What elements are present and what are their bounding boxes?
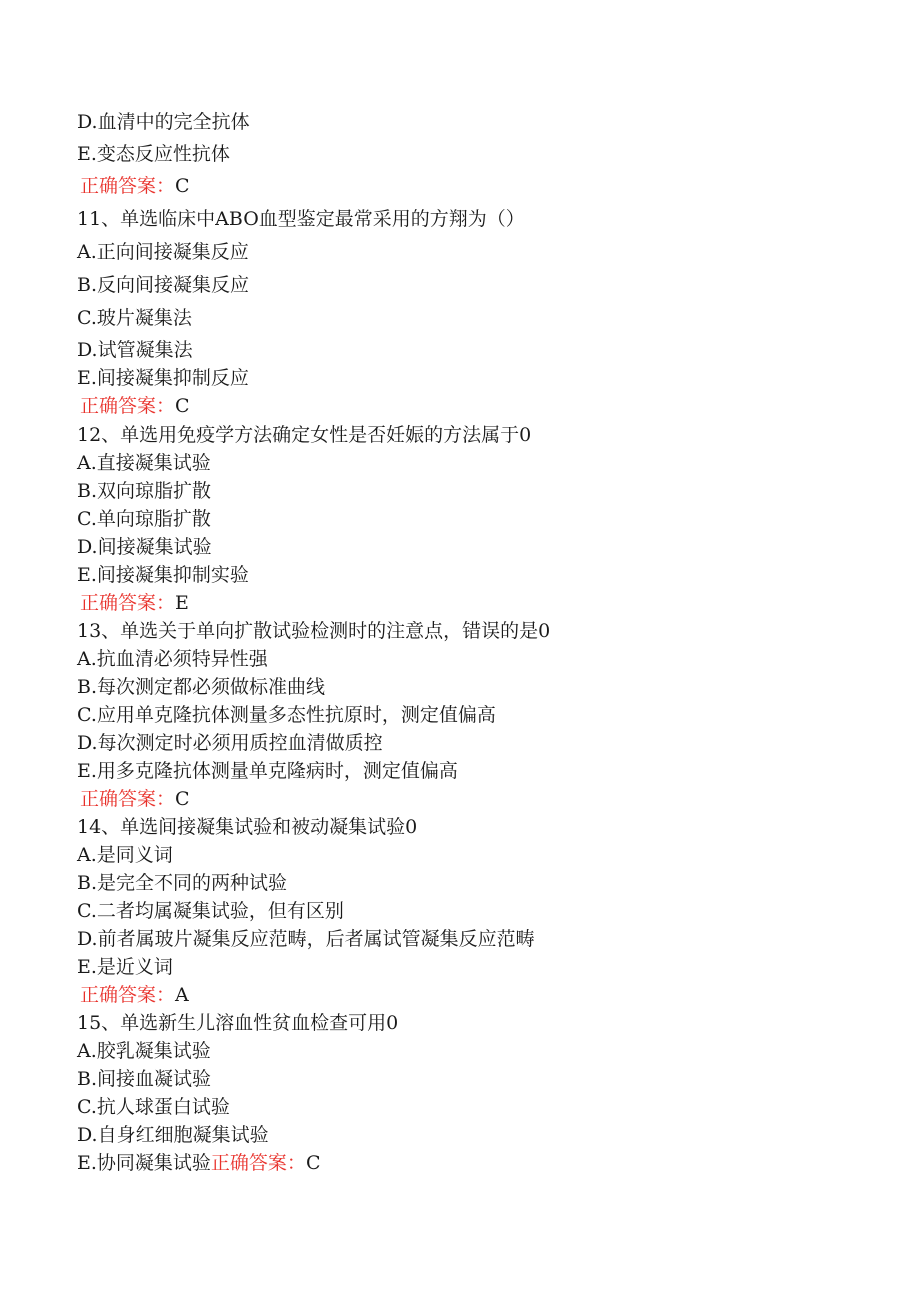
- answer-value: C: [175, 788, 190, 810]
- q11-option-e: E.间接凝集抑制反应: [77, 367, 249, 389]
- q12-option-b: B.双向琼脂扩散: [77, 480, 212, 502]
- q15-option-a: A.胶乳凝集试验: [77, 1040, 211, 1062]
- answer-value: E: [175, 592, 189, 614]
- q12-option-a: A.直接凝集试验: [77, 452, 211, 474]
- q10-option-d: D.血清中的完全抗体: [77, 111, 250, 133]
- q14-question: 14、单选间接凝集试验和被动凝集试验0: [77, 816, 418, 838]
- q15-option-e: E.协同凝集试验: [77, 1152, 211, 1174]
- q11-option-c: C.玻片凝集法: [77, 307, 192, 329]
- answer-value: C: [175, 395, 190, 417]
- q13-option-d: D.每次测定时必须用质控血清做质控: [77, 732, 383, 754]
- q11-answer: [80, 394, 190, 418]
- answer-value: A: [175, 984, 189, 1006]
- q14-answer: [80, 983, 189, 1007]
- q13-answer: [80, 787, 190, 811]
- q13-option-e: E.用多克隆抗体测量单克隆病时，测定值偏高: [77, 760, 458, 782]
- q13-option-a: A.抗血清必须特异性强: [77, 648, 268, 670]
- q12-question: 12、单选用免疫学方法确定女性是否妊娠的方法属于0: [77, 424, 532, 446]
- answer-label: 正确答案：: [80, 395, 176, 417]
- q15-question: 15、单选新生儿溶血性贫血检查可用0: [77, 1012, 399, 1034]
- q11-option-a: A.正向间接凝集反应: [77, 241, 249, 263]
- answer-value: C: [305, 1152, 321, 1174]
- q12-answer: [80, 591, 189, 615]
- q11-question: 11、单选临床中ABO血型鉴定最常采用的方翔为（）: [77, 208, 525, 230]
- q15-option-d: D.自身红细胞凝集试验: [77, 1124, 269, 1146]
- q14-option-e: E.是近义词: [77, 956, 173, 978]
- q13-question: 13、单选关于单向扩散试验检测时的注意点，错误的是0: [77, 620, 551, 642]
- answer-label: 正确答案：: [80, 592, 176, 614]
- q11-option-b: B.反向间接凝集反应: [77, 274, 250, 296]
- q10-option-e: E.变态反应性抗体: [77, 143, 230, 165]
- q10-answer: [80, 174, 190, 198]
- q12-option-d: D.间接凝集试验: [77, 536, 212, 558]
- answer-label: 正确答案：: [80, 984, 176, 1006]
- answer-label: 正确答案：: [80, 175, 176, 197]
- q12-option-e: E.间接凝集抑制实验: [77, 564, 249, 586]
- answer-label: 正确答案：: [80, 788, 176, 810]
- q14-option-b: B.是完全不同的两种试验: [77, 872, 288, 894]
- q13-option-b: B.每次测定都必须做标准曲线: [77, 676, 326, 698]
- q11-option-d: D.试管凝集法: [77, 339, 193, 361]
- answer-label: 正确答案：: [210, 1152, 306, 1174]
- q13-option-c: C.应用单克隆抗体测量多态性抗原时，测定值偏高: [77, 704, 496, 726]
- q14-option-d: D.前者属玻片凝集反应范畴，后者属试管凝集反应范畴: [77, 928, 535, 950]
- q14-option-c: C.二者均属凝集试验，但有区别: [77, 900, 344, 922]
- q12-option-c: C.单向琼脂扩散: [77, 508, 211, 530]
- answer-value: C: [175, 175, 190, 197]
- q15-option-c: C.抗人球蛋白试验: [77, 1096, 230, 1118]
- q15-option-e-with-answer: [77, 1151, 320, 1175]
- q15-option-b: B.间接血凝试验: [77, 1068, 212, 1090]
- q14-option-a: A.是同义词: [77, 844, 173, 866]
